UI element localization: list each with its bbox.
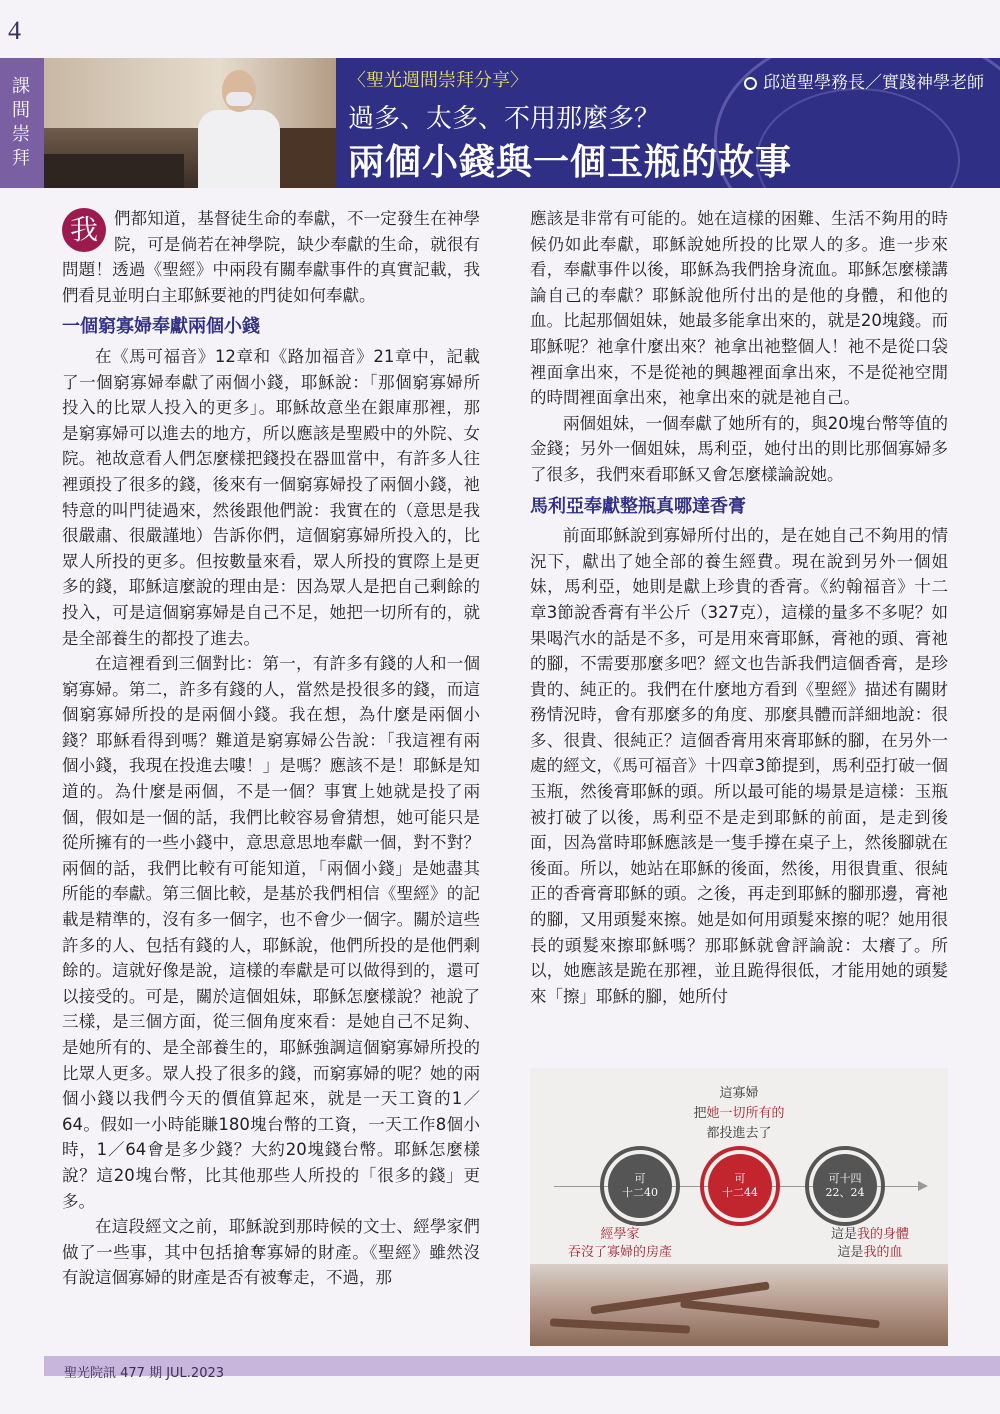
reference-circle (708, 1154, 772, 1218)
photo-wall (44, 58, 336, 128)
bullet-icon (744, 77, 757, 90)
figure-line: 都投進去了 (706, 1126, 772, 1141)
section-heading: 一個窮寡婦奉獻兩個小錢 (62, 316, 260, 338)
caption-highlight: 我的身體 (857, 1227, 910, 1242)
figure-highlight: 她一切所有的 (706, 1106, 785, 1121)
circle-text: 十二44 (722, 1186, 758, 1199)
header-photo (44, 58, 336, 188)
side-tab (0, 58, 44, 188)
arrow-right-icon (918, 1181, 928, 1191)
circle-text: 可 (734, 1172, 746, 1185)
figure-text: 把 (693, 1106, 707, 1121)
image-plank (550, 1318, 690, 1333)
author-name: 邱道聖學務長／實踐神學老師 (763, 73, 984, 93)
article-subtitle: 過多、太多、不用那麼多？ (348, 104, 661, 134)
caption-text: 這是 (830, 1227, 857, 1242)
figure-line: 這寡婦 (719, 1086, 759, 1101)
caption-line (800, 1244, 940, 1262)
side-tab-char: 課 (12, 76, 32, 97)
image-plank (680, 1300, 880, 1329)
photo-speaker-mask (226, 92, 252, 106)
reference-circle (608, 1154, 672, 1218)
caption-line: 經學家 (600, 1227, 640, 1242)
circle-text: 可 (634, 1172, 646, 1185)
author-byline (744, 68, 984, 93)
caption-line (800, 1226, 940, 1244)
section-heading: 馬利亞奉獻整瓶真哪達香膏 (530, 495, 746, 517)
circle-text: 可十四 (828, 1172, 862, 1185)
article-title: 兩個小錢與一個玉瓶的故事 (348, 142, 793, 183)
circle-text: 十二40 (622, 1186, 658, 1199)
column-left (62, 206, 480, 1291)
column-right (530, 206, 948, 1009)
figure-line (530, 1102, 948, 1121)
drop-cap: 我 (62, 208, 106, 252)
intro-text: 們都知道，基督徒生命的奉獻，不一定發生在神學院，可是倘若在神學院，缺少奉獻的生命，就很有問題！透過《聖經》中兩段有關奉獻事件的真實記載，我們看見並明白主耶穌要祂的門徒如何奉獻。 (62, 209, 480, 305)
caption-line: 吞沒了寡婦的房產 (567, 1245, 672, 1260)
series-label: 〈聖光週間崇拜分享〉 (348, 70, 528, 91)
paragraph: 在《馬可福音》12章和《路加福音》21章中，記載了一個窮寡婦奉獻了兩個小錢，耶穌說：「那個窮寡婦所投入的比眾人投入的更多」。耶穌故意坐在銀庫那裡，那是窮寡婦可以進去的地方，所以應該是聖殿中的外院、女院。祂故意看人們怎麼樣把錢投在器皿當中，有許多人往裡頭投了很多的錢，後來有一個窮寡婦投了兩個小錢，祂特意的叫門徒過來，然後跟他們說：我實在的（意思是我很嚴肅、很嚴謹地）告訴你們，這個窮寡婦所投入的，比眾人所投的更多。但按數量來看，眾人所投的實際上是更多的錢，耶穌這麼說的理由是：因為眾人是把自己剩餘的投入，可是這個窮寡婦是自己不足，她把一切所有的，就是全部養生的都投了進去。 (62, 346, 480, 648)
photo-seat (44, 154, 184, 188)
paragraph: 兩個姐妹，一個奉獻了她所有的，與20塊台幣等值的金錢；另外一個姐妹，馬利亞，她付出的則比那個寡婦多了很多，我們來看耶穌又會怎麼樣論說她。 (530, 413, 948, 484)
illustration (530, 1068, 948, 1346)
paragraph: 在這裡看到三個對比：第一，有許多有錢的人和一個窮寡婦。第二，許多有錢的人，當然是投很多的錢，而這個窮寡婦所投的是兩個小錢。我在想，為什麼是兩個小錢？耶穌看得到嗎？難道是窮寡婦公告說：「我這裡有兩個小錢，我現在投進去嘍！」是嗎？應該不是！耶穌是知道的。為什麼是兩個，不是一個？事實上她就是投了兩個，假如是一個的話，我們比較容易會猜想，她可能只是從所擁有的一些小錢中，意思意思地奉獻一個，對不對？兩個的話，我們比較有可能知道，「兩個小錢」是她盡其所能的奉獻。第三個比較，是基於我們相信《聖經》的記載是精準的，沒有多一個字，也不會少一個字。關於這些許多的人、包括有錢的人，耶穌說，他們所投的是他們剩餘的。這就好像是說，這樣的奉獻是可以做得到的，還可以接受的。可是，關於這個姐妹，耶穌怎麼樣說？祂說了三樣，是三個方面，從三個角度來看：是她自己不足夠、是她所有的、是全部養生的，耶穌強調這個窮寡婦所投的比眾人更多。眾人投了很多的錢，而窮寡婦的呢？她的兩個小錢以我們今天的價值算起來，就是一天工資的1／64。假如一小時能賺180塊台幣的工資，一天工作8個小時，1／64會是多少錢？大約20塊錢台幣。耶穌怎麼樣說？這20塊台幣，比其他那些人所投的「很多的錢」更多。 (62, 654, 480, 1211)
page-number: 4 (8, 16, 21, 45)
figure-background-image (530, 1264, 948, 1346)
side-tab-char: 拜 (12, 148, 32, 169)
figure-caption-left (550, 1226, 690, 1262)
paragraph: 前面耶穌說到寡婦所付出的，是在她自己不夠用的情況下，獻出了她全部的養生經費。現在說到另外一個姐妹，馬利亞，她則是獻上珍貴的香膏。《約翰福音》十二章3節說香膏有半公斤（327克），這樣的量多不多呢？如果喝汽水的話是不多，可是用來膏耶穌，膏祂的頭、膏祂的腳，不需要那麼多吧？經文也告訴我們這個香膏，是珍貴的、純正的。我們在什麼地方看到《聖經》描述有關財務情況時，會有那麼多的角度、那麼具體而詳細地說：很多、很貴、很純正？這個香膏用來膏耶穌的腳，在另外一處的經文，《馬可福音》十四章3節提到，馬利亞打破一個玉瓶，然後膏耶穌的頭。所以最可能的場景是這樣：玉瓶被打破了以後，馬利亞不是走到耶穌的前面，是走到後面，因為當時耶穌應該是一隻手撐在桌子上，然後腳就在後面。所以，她站在耶穌的後面，然後，用很貴重、很純正的香膏膏耶穌的頭。之後，再走到耶穌的腳那邊，膏祂的腳，又用頭髮來擦。她是如何用頭髮來擦的呢？她用很長的頭髮來擦耶穌嗎？那耶穌就會評論說：太癢了。所以，她應該是跪在那裡，並且跪得很低，才能用她的頭髮來「擦」耶穌的腳，她所付 (530, 526, 948, 1006)
side-tab-char: 間 (12, 100, 32, 121)
paragraph: 在這段經文之前，耶穌說到那時候的文士、經學家們做了一些事，其中包括搶奪寡婦的財產。《聖經》雖然沒有說這個寡婦的財產是否有被奪走，不過，那 (62, 1217, 480, 1288)
footer-text: 聖光院訊 477 期 JUL.2023 (64, 1366, 225, 1381)
caption-text: 這是 (837, 1245, 864, 1260)
figure-caption-right (800, 1226, 940, 1262)
header-banner (336, 58, 1000, 188)
reference-circle (813, 1154, 877, 1218)
caption-highlight: 我的血 (863, 1245, 903, 1260)
circle-text: 22、24 (825, 1186, 865, 1199)
article-body (62, 206, 948, 1346)
intro-paragraph (62, 206, 480, 308)
photo-speaker (194, 70, 284, 188)
paragraph: 應該是非常有可能的。她在這樣的困難、生活不夠用的時候仍如此奉獻，耶穌說她所投的比眾人的多。進一步來看，奉獻事件以後，耶穌為我們捨身流血。耶穌怎麼樣講論自己的奉獻？耶穌說他所付出的是他的身體，和他的血。比起那個姐妹，她最多能拿出來的，就是20塊錢。而耶穌呢？祂拿什麼出來？祂拿出祂整個人！祂不是從口袋裡面拿出來，不是從祂的興趣裡面拿出來，不是從祂空閒的時間裡面拿出來，祂拿出來的就是祂自己。 (530, 209, 948, 408)
photo-speaker-shirt (198, 110, 280, 188)
side-tab-char: 崇 (12, 124, 32, 145)
